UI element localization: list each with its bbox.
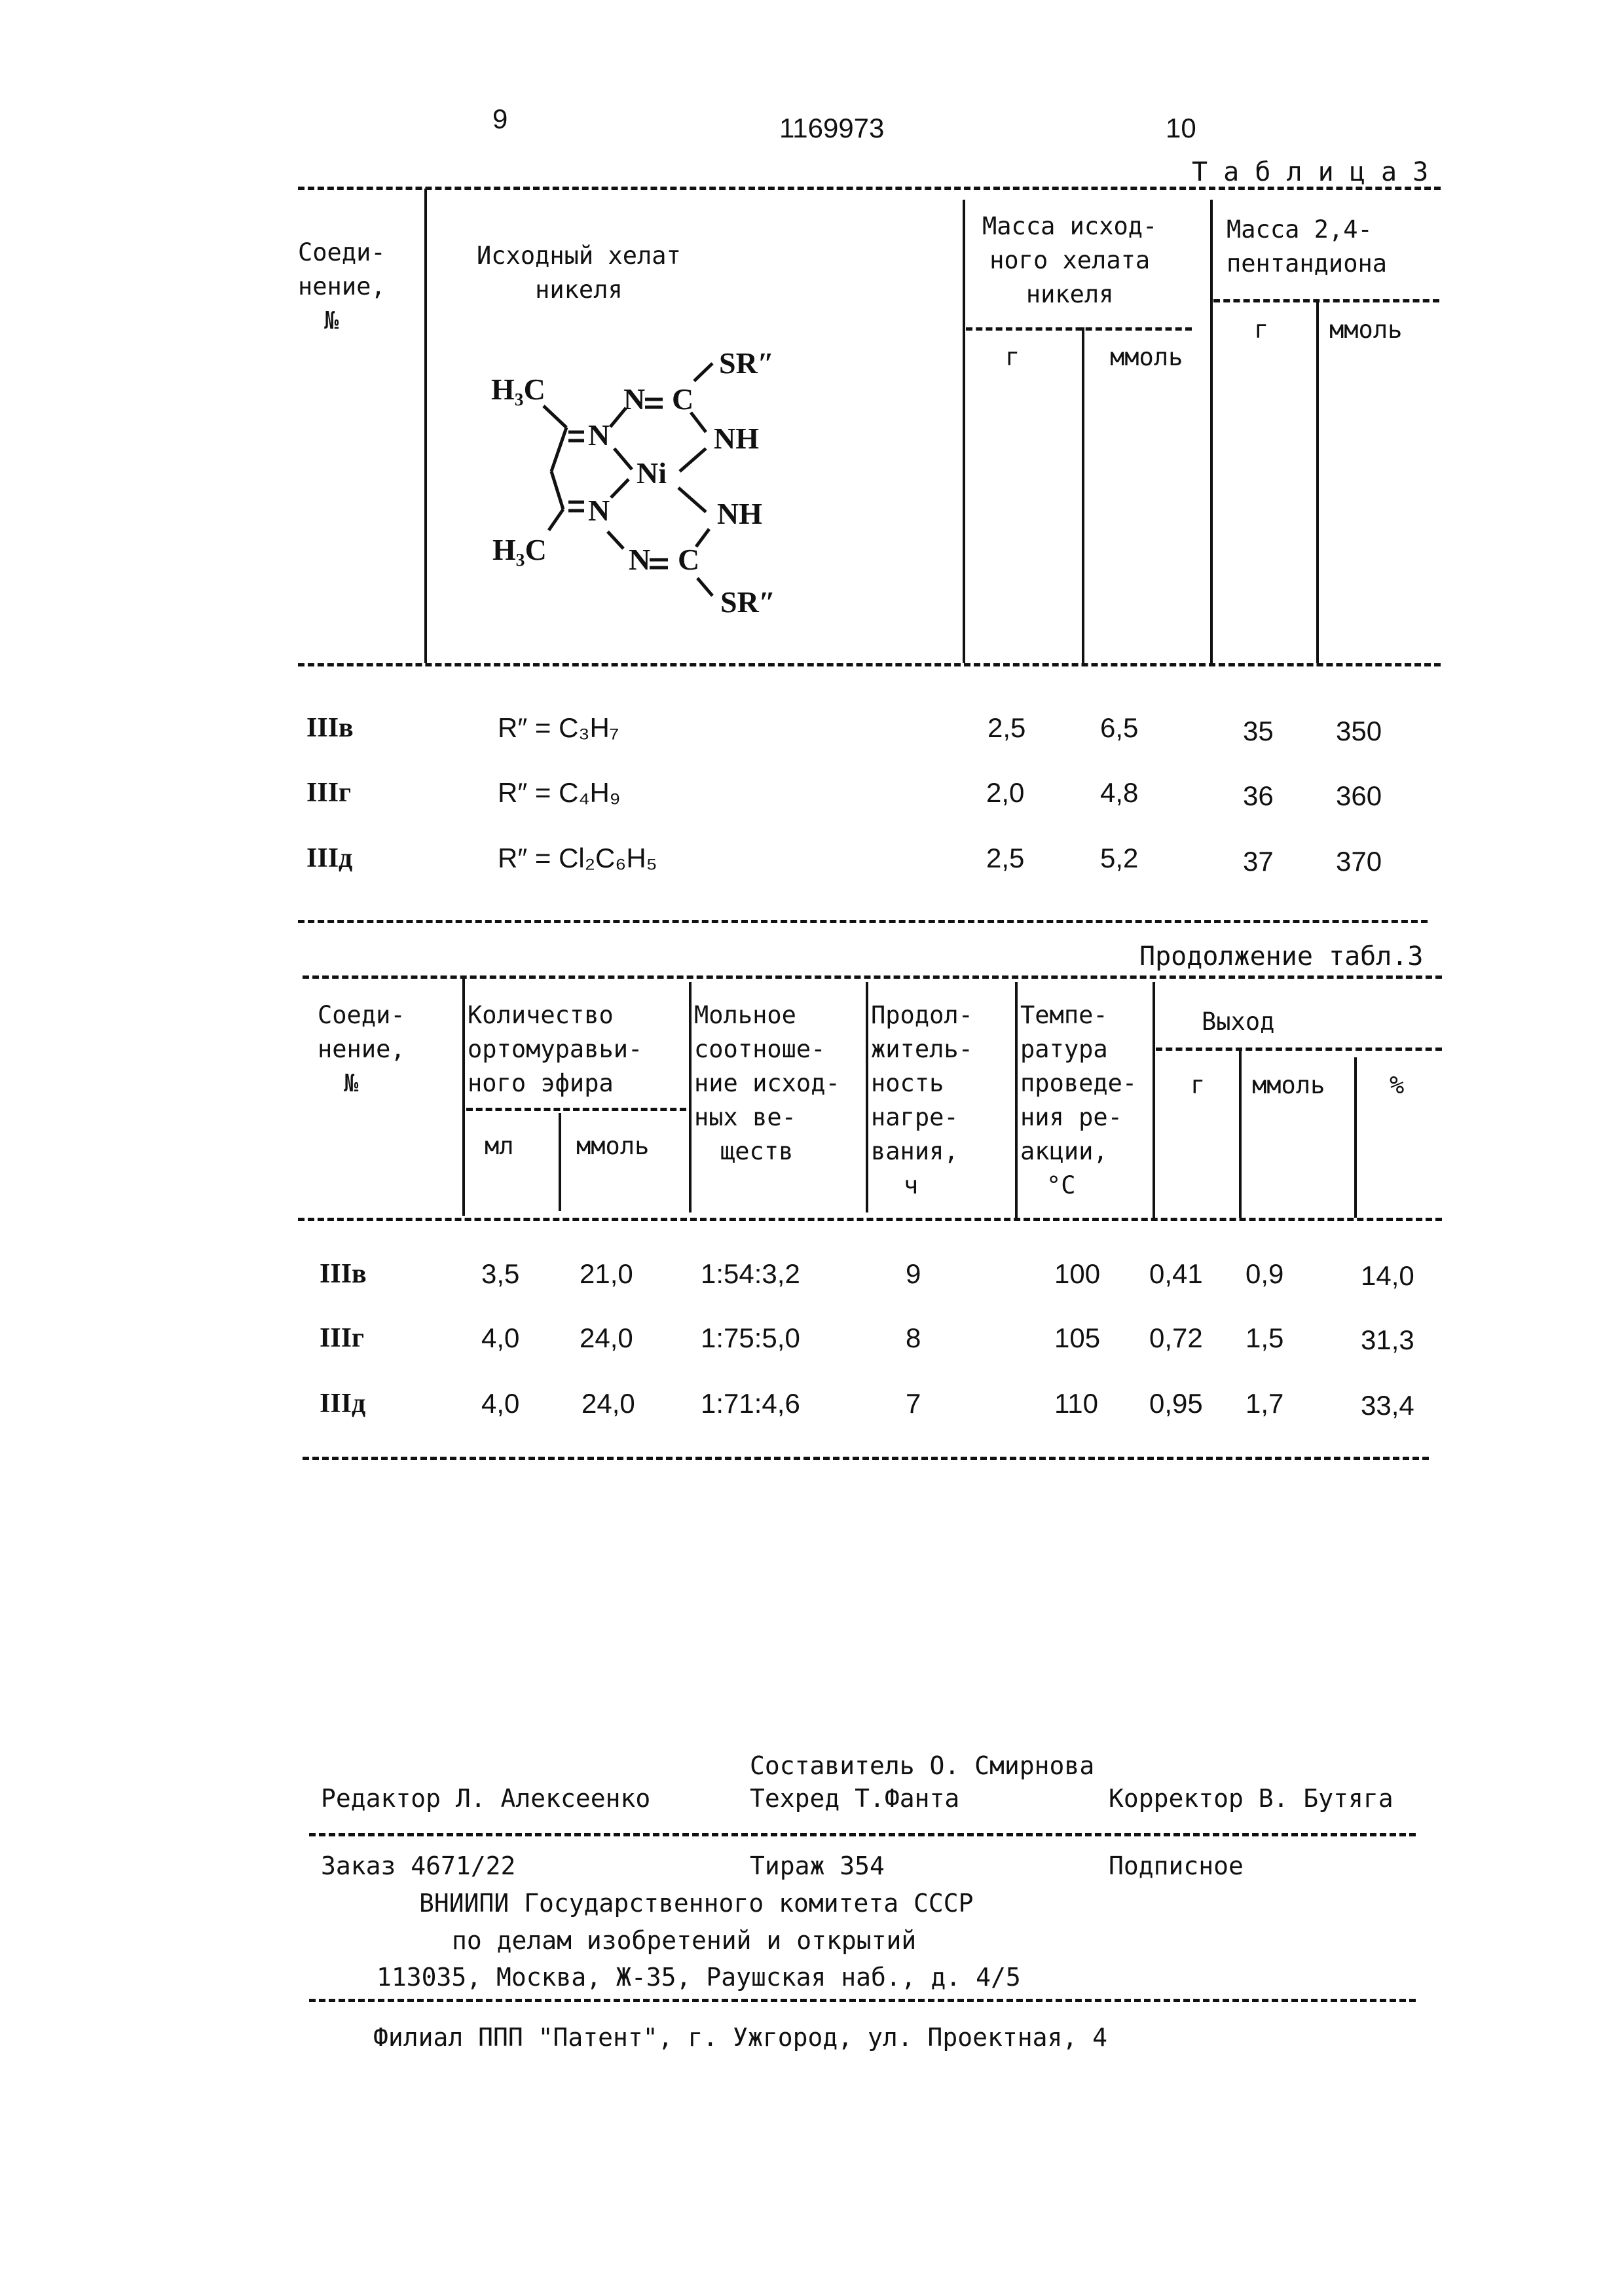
row-r-formula: R″ = Cl₂C₆H₅ xyxy=(498,843,657,873)
row-pent-mmol: 370 xyxy=(1336,846,1382,877)
header-temperature: Темпе- ратура проведе- ния ре- акции, °C xyxy=(1020,1001,1137,1199)
structure-ni: Ni xyxy=(637,456,667,490)
imprint-techred: Техред Т.Фанта xyxy=(750,1784,960,1813)
header-yield-percent: % xyxy=(1390,1071,1405,1099)
structure-sr-top: SR″ xyxy=(719,346,775,380)
imprint-subscription: Подписное xyxy=(1109,1851,1244,1880)
imprint-rule xyxy=(309,1999,1416,2002)
header-pentanedione-mass: Масса 2,4- пентандиона xyxy=(1227,215,1388,278)
row-pent-g: 35 xyxy=(1243,716,1274,746)
header-ester-ml: мл xyxy=(485,1132,514,1160)
header-yield-mmol: ммоль xyxy=(1252,1071,1325,1099)
row-pent-mmol: 360 xyxy=(1336,780,1382,811)
row-pent-mmol: 350 xyxy=(1336,716,1382,746)
structure-nh-top: NH xyxy=(714,422,759,455)
header-pentanedione-mmol: ммоль xyxy=(1329,316,1403,344)
header-pentanedione-g: г xyxy=(1254,316,1269,344)
row-ester-mmol: 21,0 xyxy=(580,1258,633,1289)
nickel-chelate-structure xyxy=(471,308,969,635)
table1-bottom-rule xyxy=(298,920,1428,923)
table2-col-divider xyxy=(1239,1051,1242,1218)
structure-c-bottom: C xyxy=(678,543,700,576)
row-ester-ml: 4,0 xyxy=(481,1388,520,1419)
imprint-order: Заказ 4671/22 xyxy=(321,1851,516,1880)
table1-col-divider xyxy=(424,189,427,663)
structure-n-left-bottom: N xyxy=(588,494,610,527)
header-ester-mmol: ммоль xyxy=(576,1132,650,1160)
table1-top-rule xyxy=(298,187,1441,190)
patent-number: 1169973 xyxy=(779,113,885,143)
header-molar-ratio: Мольное соотноше- ние исход- ных ве- ществ xyxy=(694,1001,840,1165)
imprint-editor: Редактор Л. Алексеенко xyxy=(321,1784,651,1813)
row-r-formula: R″ = C₄H₉ xyxy=(498,777,621,808)
page-number-left: 9 xyxy=(492,103,508,134)
table1-col-divider xyxy=(1316,299,1319,663)
row-mass-mmol: 4,8 xyxy=(1100,777,1139,808)
row-ester-mmol: 24,0 xyxy=(581,1388,635,1419)
row-mass-mmol: 5,2 xyxy=(1100,843,1139,873)
table-title: Т а б л и ц а 3 xyxy=(1192,157,1429,187)
row-compound: IIIв xyxy=(306,713,354,743)
row-compound: IIIд xyxy=(306,843,353,873)
table1-subheader-rule xyxy=(966,327,1192,331)
table1-subheader-rule xyxy=(1213,299,1439,302)
table2-subheader-rule xyxy=(466,1108,686,1111)
structure-n-left-top: N xyxy=(588,418,610,452)
structure-c-top: C xyxy=(672,382,694,416)
header-heating-duration: Продол- житель- ность нагре- вания, ч xyxy=(871,1001,973,1199)
row-duration: 9 xyxy=(906,1258,921,1289)
structure-h3c-bottom: H₃C xyxy=(492,533,547,566)
row-r-formula: R″ = C₃H₇ xyxy=(498,712,619,743)
row-yield-percent: 14,0 xyxy=(1361,1260,1414,1291)
imprint-circulation: Тираж 354 xyxy=(750,1851,885,1880)
row-ester-mmol: 24,0 xyxy=(580,1322,633,1353)
row-compound: IIIг xyxy=(306,778,352,808)
row-duration: 7 xyxy=(906,1388,921,1419)
table2-col-divider xyxy=(689,982,692,1212)
row-mass-g: 2,5 xyxy=(987,712,1026,743)
imprint-org-line1: ВНИИПИ Государственного комитета СССР xyxy=(419,1889,974,1918)
row-temperature: 110 xyxy=(1054,1388,1098,1419)
row-compound: IIIв xyxy=(320,1259,367,1289)
table1-col-divider xyxy=(1082,327,1084,663)
row-ester-ml: 3,5 xyxy=(481,1258,520,1289)
row-yield-g: 0,41 xyxy=(1149,1258,1203,1289)
row-temperature: 100 xyxy=(1054,1258,1101,1289)
table1-header-bottom-rule xyxy=(298,663,1441,666)
row-yield-mmol: 0,9 xyxy=(1246,1258,1284,1289)
row-yield-g: 0,72 xyxy=(1149,1322,1203,1353)
row-compound: IIIг xyxy=(320,1323,365,1353)
row-duration: 8 xyxy=(906,1322,921,1353)
imprint-org-line2: по делам изобретений и открытий xyxy=(452,1926,917,1955)
page-number-right: 10 xyxy=(1166,113,1196,143)
imprint-branch: Филиал ППП "Патент", г. Ужгород, ул. Проектная, 4 xyxy=(373,2023,1108,2052)
row-compound: IIIд xyxy=(320,1389,366,1419)
row-yield-mmol: 1,7 xyxy=(1246,1388,1284,1419)
header-compound: Соеди- нение, № xyxy=(298,238,386,335)
row-molar-ratio: 1:71:4,6 xyxy=(701,1388,800,1419)
row-temperature: 105 xyxy=(1054,1322,1101,1353)
row-ester-ml: 4,0 xyxy=(481,1322,520,1353)
imprint-compiler: Составитель О. Смирнова xyxy=(750,1751,1095,1780)
table2-col-divider xyxy=(1015,982,1018,1218)
imprint-org-address: 113035, Москва, Ж-35, Раушская наб., д. 4/5 xyxy=(377,1963,1021,1992)
header-chelate-mass: Масса исход- ного хелата никеля xyxy=(982,212,1158,308)
row-mass-mmol: 6,5 xyxy=(1100,712,1139,743)
row-yield-mmol: 1,5 xyxy=(1246,1322,1284,1353)
table2-col-divider xyxy=(1153,982,1155,1219)
table-continuation-title: Продолжение табл.3 xyxy=(1139,941,1424,972)
header-chelate-mass-g: г xyxy=(1005,343,1020,371)
structure-sr-bottom: SR″ xyxy=(720,585,776,619)
row-molar-ratio: 1:75:5,0 xyxy=(701,1322,800,1353)
row-yield-percent: 33,4 xyxy=(1361,1390,1414,1421)
row-mass-g: 2,5 xyxy=(986,843,1025,873)
structure-h3c-top: H₃C xyxy=(491,373,545,406)
header-compound: Соеди- нение, № xyxy=(318,1001,405,1097)
table2-col-divider xyxy=(866,982,868,1212)
header-chelate-mass-mmol: ммоль xyxy=(1110,343,1183,371)
table1-col-divider xyxy=(1210,200,1213,663)
header-chelate: Исходный хелат никеля xyxy=(477,242,681,304)
row-yield-percent: 31,3 xyxy=(1361,1324,1414,1355)
structure-n-top: N xyxy=(623,382,646,416)
table2-subheader-rule xyxy=(1156,1048,1442,1051)
row-yield-g: 0,95 xyxy=(1149,1388,1203,1419)
header-yield-g: г xyxy=(1190,1071,1206,1099)
structure-n-bottom: N xyxy=(629,543,651,576)
imprint-rule xyxy=(309,1833,1416,1836)
table2-col-divider xyxy=(462,979,465,1216)
table2-col-divider xyxy=(1354,1057,1357,1218)
header-yield: Выход xyxy=(1202,1008,1275,1036)
structure-nh-bottom: NH xyxy=(717,497,762,530)
row-mass-g: 2,0 xyxy=(986,777,1025,808)
row-pent-g: 37 xyxy=(1243,846,1274,877)
table2-col-divider xyxy=(559,1113,561,1211)
table2-top-rule xyxy=(303,975,1442,979)
table2-bottom-rule xyxy=(303,1457,1429,1460)
imprint-corrector: Корректор В. Бутяга xyxy=(1109,1784,1393,1813)
header-ester-quantity: Количество ортомуравьи- ного эфира xyxy=(468,1001,643,1097)
row-molar-ratio: 1:54:3,2 xyxy=(701,1258,800,1289)
table2-header-bottom-rule xyxy=(298,1218,1442,1221)
row-pent-g: 36 xyxy=(1243,780,1274,811)
